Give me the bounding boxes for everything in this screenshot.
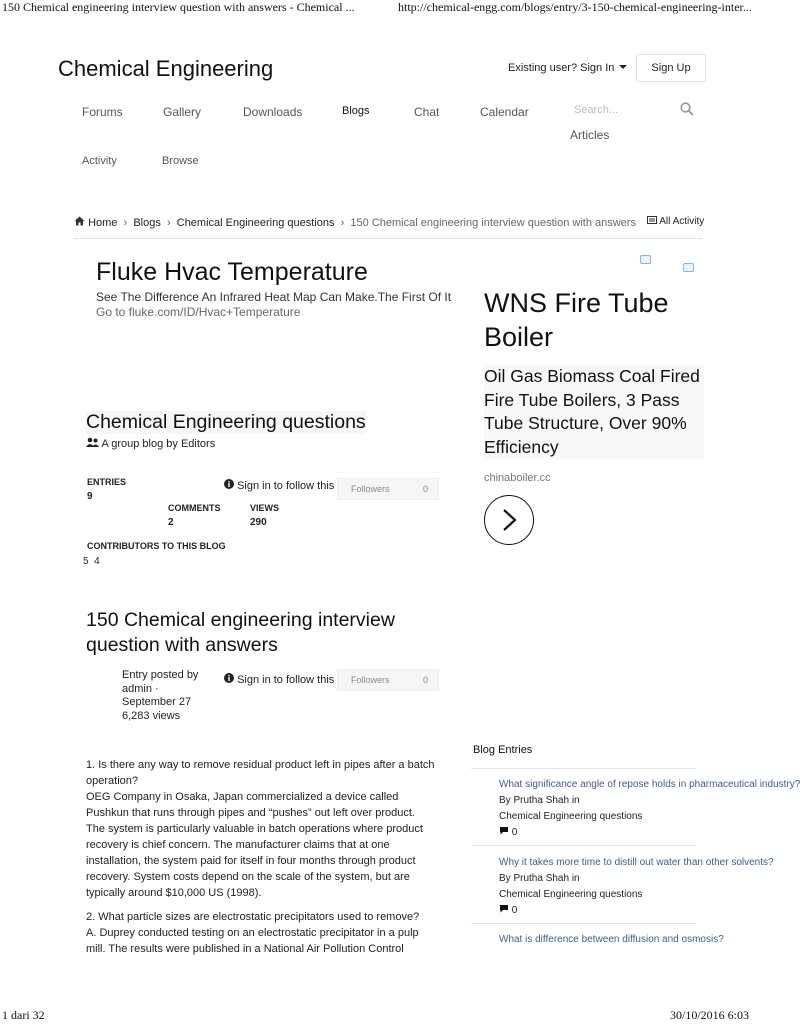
ad-info-icon[interactable]: [683, 263, 694, 272]
sidebar-heading: Blog Entries: [473, 744, 533, 756]
all-activity-link[interactable]: [647, 216, 704, 227]
nav-browse[interactable]: Browse: [162, 155, 199, 167]
answer-2: A. Duprey conducted testing on an electrostatic precipitator in a pulp mill. The results were published in a National Air Pollution Control: [86, 927, 419, 955]
followers-label: Followers: [351, 675, 390, 685]
answer-1: OEG Company in Osaka, Japan commercialized a device called Pushkun that runs through pipes and “pushes” out left over product. The system is particularly valuable in batch operations where product recovery is chief concern. The manufacturer claims that at one installation, the system paid for itself in four months through product recovery. System costs depend on the scale of the system, but are typically around $10,000 US (1998).: [86, 791, 423, 899]
blog-subtitle-label: A group blog by Editors: [101, 438, 216, 450]
ad-fluke-subtitle[interactable]: See The Difference An Infrared Heat Map Can Make.The First Of It: [96, 290, 452, 304]
sign-in-label: Existing user? Sign In: [508, 62, 615, 74]
comment-count: 0: [511, 905, 518, 916]
site-title[interactable]: Chemical Engineering: [58, 56, 274, 81]
sidebar-entry-2-author[interactable]: By Prutha Shah in: [499, 873, 580, 884]
info-icon: [224, 674, 234, 686]
nav-downloads[interactable]: Downloads: [243, 105, 303, 119]
question-1: 1. Is there any way to remove residual product left in pipes after a batch operation?: [86, 759, 435, 787]
sidebar-entry-1-author[interactable]: By Prutha Shah in: [499, 795, 580, 806]
comment-count: 0: [511, 827, 518, 838]
chevron-right-icon: ›: [337, 217, 348, 229]
comment-icon: [499, 827, 509, 838]
views-label: VIEWS: [250, 503, 280, 513]
sidebar-entry-1-title[interactable]: What significance angle of repose holds in pharmaceutical industry?: [499, 779, 800, 790]
views-value: 290: [250, 517, 267, 528]
print-datetime: 30/10/2016 6:03: [670, 1008, 750, 1022]
breadcrumb-current: 150 Chemical engineering interview question with answers: [350, 217, 636, 229]
contributors-label: CONTRIBUTORS TO THIS BLOG: [87, 541, 226, 551]
nav-activity[interactable]: Activity: [82, 155, 117, 167]
caret-down-icon: [619, 65, 627, 69]
nav-blogs[interactable]: Blogs: [342, 105, 370, 117]
nav-gallery[interactable]: Gallery: [163, 105, 202, 119]
sidebar-entry-2-blog[interactable]: Chemical Engineering questions: [499, 889, 643, 900]
question-2: 2. What particle sizes are electrostatic precipitators used to remove?: [86, 911, 420, 923]
entry-followers[interactable]: [337, 669, 439, 691]
sidebar-entry-2-title[interactable]: Why it takes more time to distill out water than other solvents?: [499, 857, 774, 868]
followers-count: 0: [423, 675, 429, 685]
sidebar-divider: [471, 768, 696, 769]
entry-meta: Entry posted by admin · September 27: [122, 669, 199, 708]
ad-fluke-title[interactable]: Fluke Hvac Temperature: [96, 258, 368, 286]
sidebar-entry-1-comments[interactable]: [499, 826, 517, 838]
entry-follow-button[interactable]: [224, 673, 334, 686]
print-page-url: http://chemical-engg.com/blogs/entry/3-150-chemical-engineering-inter...: [398, 0, 752, 14]
entry-follow-label: Sign in to follow this: [237, 674, 335, 686]
sidebar-entry-2-comments[interactable]: [499, 904, 517, 916]
ad-next-button[interactable]: [484, 495, 534, 545]
breadcrumb: [74, 216, 636, 229]
home-icon: [74, 217, 85, 229]
entry-title: 150 Chemical engineering interview question with answers: [86, 609, 395, 656]
nav-chat[interactable]: Chat: [414, 105, 440, 119]
sign-in-menu[interactable]: [508, 62, 627, 74]
followers-count: 0: [423, 484, 429, 494]
nav-calendar[interactable]: Calendar: [480, 105, 529, 119]
sidebar-divider: [471, 923, 696, 924]
breadcrumb-blog[interactable]: Chemical Engineering questions: [176, 217, 335, 229]
sidebar-divider: [471, 845, 696, 846]
all-activity-label: All Activity: [659, 216, 705, 227]
ad-choices-icon[interactable]: [640, 255, 651, 264]
entries-label: ENTRIES: [87, 477, 127, 487]
comment-icon: [499, 905, 509, 916]
breadcrumb-blogs[interactable]: Blogs: [133, 217, 161, 229]
contributors-avatars[interactable]: 5 4: [83, 556, 100, 567]
search-icon[interactable]: [680, 102, 694, 121]
sidebar-entry-3-title[interactable]: What is difference between diffusion and osmosis?: [499, 934, 724, 945]
blog-followers[interactable]: [337, 478, 439, 500]
entry-views: 6,283 views: [122, 710, 181, 722]
rss-icon: [647, 216, 657, 227]
sidebar-entry-1-blog[interactable]: Chemical Engineering questions: [499, 811, 643, 822]
ad-wns-body[interactable]: Oil Gas Biomass Coal Fired Fire Tube Boilers, 3 Pass Tube Structure, Over 90% Efficiency: [484, 365, 704, 459]
chevron-right-icon: [484, 495, 534, 545]
blog-follow-label: Sign in to follow this: [237, 480, 335, 492]
nav-forums[interactable]: Forums: [82, 105, 123, 119]
chevron-right-icon: ›: [120, 217, 131, 229]
blog-title[interactable]: Chemical Engineering questions: [86, 411, 366, 433]
entries-value: 9: [87, 491, 93, 502]
breadcrumb-divider: [74, 238, 702, 239]
blog-subtitle: [86, 437, 215, 450]
search-input[interactable]: Search...: [574, 104, 619, 116]
chevron-right-icon: ›: [163, 217, 174, 229]
ad-wns-host[interactable]: chinaboiler.cc: [484, 472, 551, 484]
nav-articles[interactable]: Articles: [570, 128, 610, 142]
blog-follow-button[interactable]: [224, 479, 334, 492]
comments-label: COMMENTS: [168, 503, 221, 513]
sign-up-button[interactable]: Sign Up: [636, 54, 706, 82]
ad-wns-title[interactable]: WNS Fire Tube Boiler: [484, 288, 669, 352]
comments-value: 2: [168, 517, 174, 528]
users-icon: [86, 438, 99, 450]
print-page-title: 150 Chemical engineering interview question with answers - Chemical ...: [2, 0, 355, 14]
followers-label: Followers: [351, 484, 390, 494]
ad-fluke-url[interactable]: Go to fluke.com/ID/Hvac+Temperature: [96, 305, 301, 319]
info-icon: [224, 480, 234, 492]
print-page-number: 1 dari 32: [2, 1008, 45, 1022]
breadcrumb-home[interactable]: Home: [88, 217, 118, 229]
